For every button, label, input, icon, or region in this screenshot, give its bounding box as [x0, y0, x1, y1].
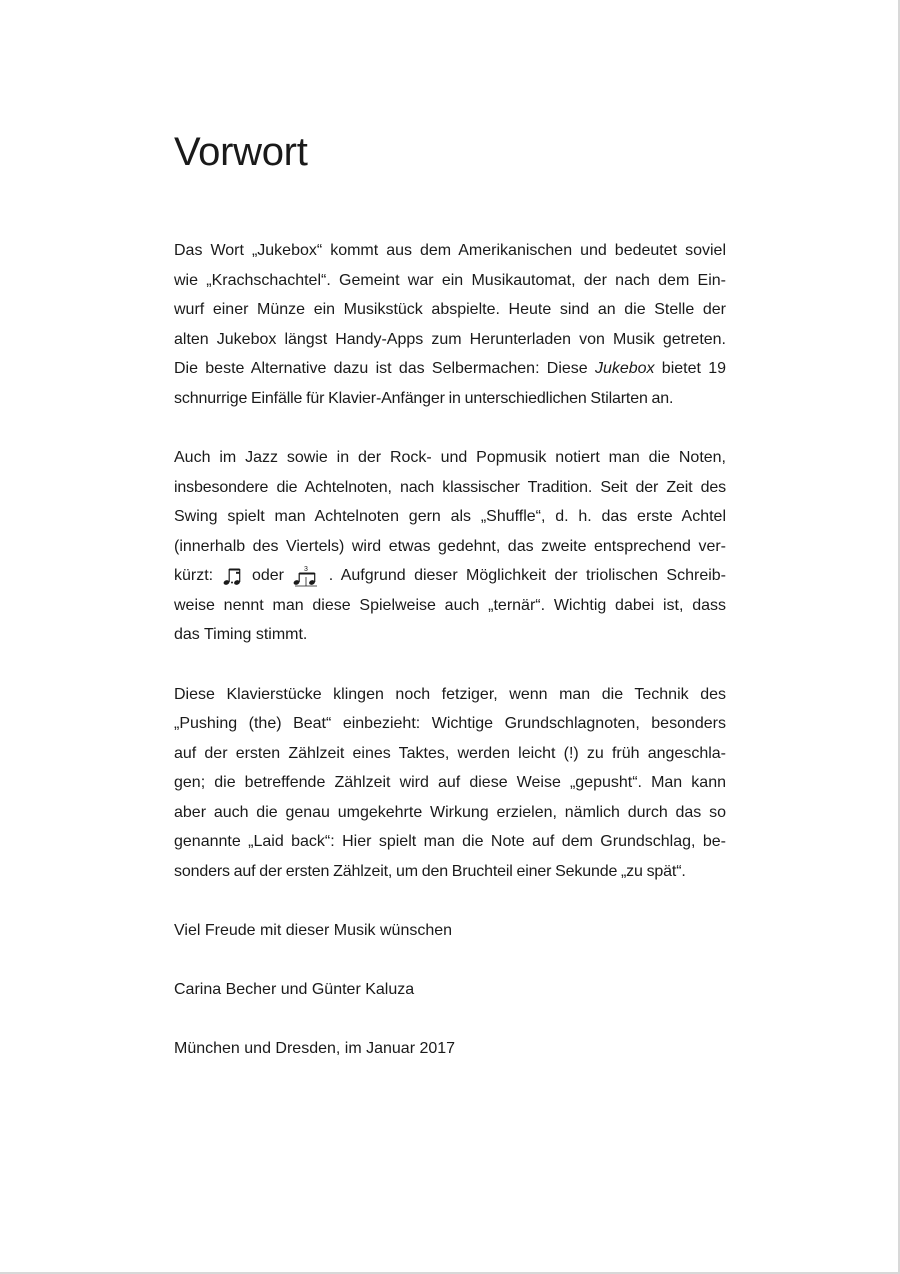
text-segment: Die beste Alternative dazu ist das Selbermachen: Diese [174, 360, 595, 377]
text-line: schnurrige Einfälle für Klavier-Anfänger in unterschiedlichen Stilarten an. [174, 389, 674, 407]
text-segment: oder [251, 567, 284, 584]
text-line: gen; die betreffende Zählzeit wird auf diese Weise „gepusht“. Man kann [174, 774, 726, 791]
text-line: auf der ersten Zählzeit eines Taktes, werden leicht (!) zu früh angeschla- [174, 744, 726, 762]
text-line [174, 561, 726, 591]
text-line: wurf einer Münze ein Musikstück abspielte. Heute sind an die Stelle der [174, 301, 726, 318]
paragraph-intro [174, 236, 726, 413]
text-line: Das Wort „Jukebox“ kommt aus dem Amerikanischen und bedeutet soviel [174, 242, 726, 259]
text-line: (innerhalb des Viertels) wird etwas gedehnt, das zweite entsprechend ver- [174, 537, 726, 555]
text-line: wie „Krachschachtel“. Gemeint war ein Musikautomat, der nach dem Ein- [174, 271, 726, 289]
body-text [174, 236, 726, 1093]
text-line: alten Jukebox längst Handy-Apps zum Herunterladen von Musik getreten. [174, 330, 726, 348]
text-line: das Timing stimmt. [174, 626, 308, 643]
dotted-eighth-sixteenth-icon [222, 565, 244, 587]
text-line: Swing spielt man Achtelnoten gern als „Shuffle“, d. h. das erste Achtel [174, 508, 726, 525]
page-title: Vorwort [174, 130, 308, 174]
text-line: sonders auf der ersten Zählzeit, um den Bruchteil einer Sekunde „zu spät“. [174, 862, 686, 880]
closing-authors: Carina Becher und Günter Kaluza [174, 981, 415, 998]
text-line: Diese Klavierstücke klingen noch fetziger, wenn man die Technik des [174, 685, 726, 703]
text-line: aber auch die genau umgekehrte Wirkung erzielen, nämlich durch das so [174, 803, 726, 821]
text-line: „Pushing (the) Beat“ einbezieht: Wichtige Grundschlagnoten, besonders [174, 715, 726, 732]
triplet-rhythm-icon [292, 565, 320, 587]
paragraph-shuffle [174, 443, 726, 650]
closing-place-date: München und Dresden, im Januar 2017 [174, 1040, 456, 1057]
paragraph-pushing-beat [174, 680, 726, 887]
text-line: insbesondere die Achtelnoten, nach klassischer Tradition. Seit der Zeit des [174, 478, 726, 496]
text-line [174, 354, 726, 384]
text-segment: . Aufgrund dieser Möglichkeit der triolischen Schreib- [328, 567, 727, 584]
book-title-italic: Jukebox [594, 360, 655, 377]
text-line: genannte „Laid back“: Hier spielt man die Note auf dem Grundschlag, be- [174, 833, 726, 850]
text-segment: kürzt: [174, 567, 214, 584]
text-line: Auch im Jazz sowie in der Rock- und Popmusik notiert man die Noten, [174, 449, 726, 466]
closing-wish: Viel Freude mit dieser Musik wünschen [174, 922, 453, 939]
triplet-number: 3 [304, 565, 309, 573]
text-line: weise nennt man diese Spielweise auch „ternär“. Wichtig dabei ist, dass [174, 596, 726, 614]
text-segment: bietet 19 [654, 360, 727, 377]
